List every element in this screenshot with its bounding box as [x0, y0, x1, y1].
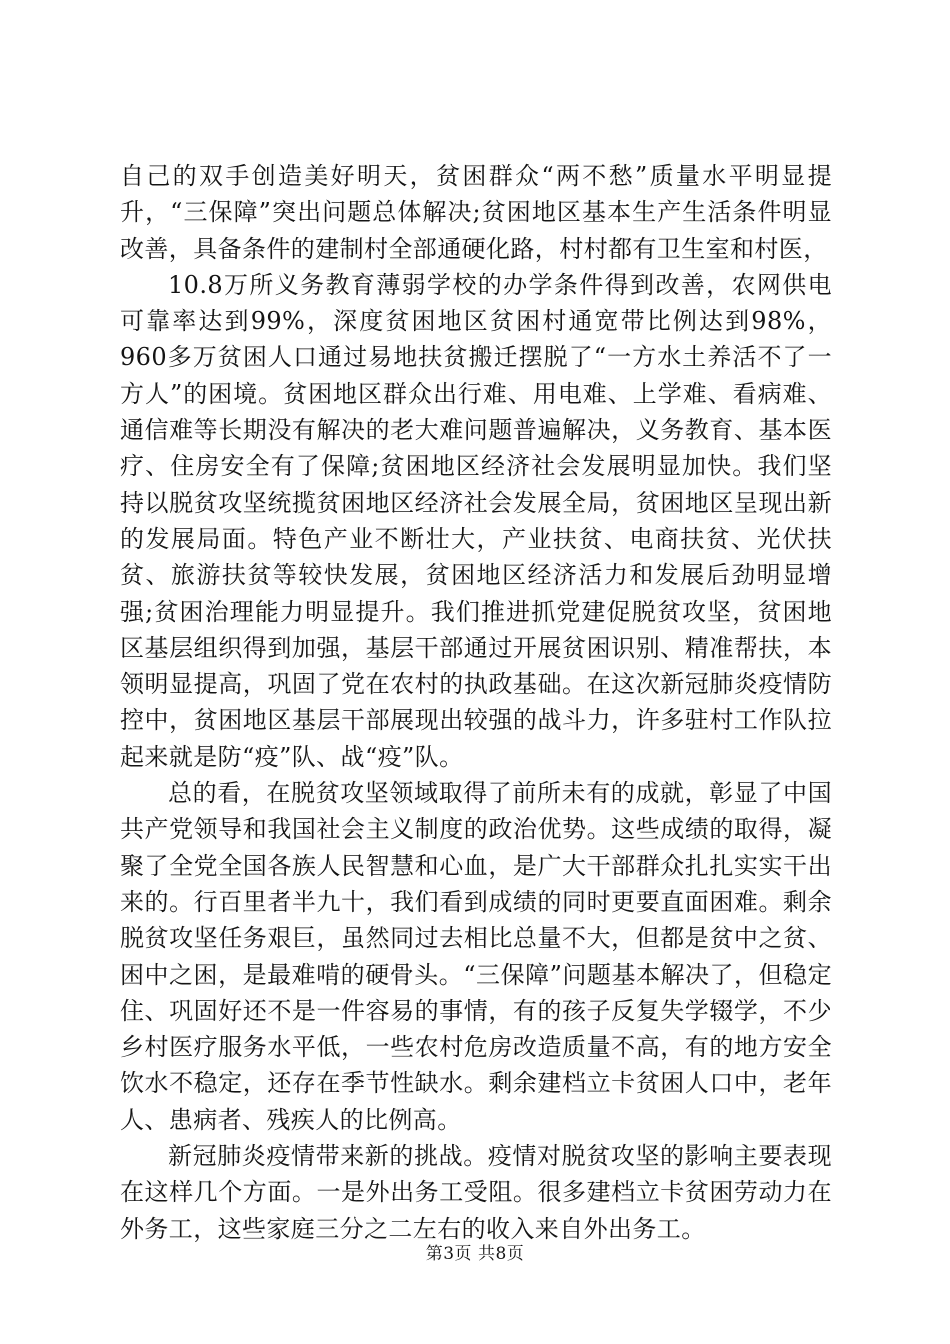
- paragraph-2: 10.8万所义务教育薄弱学校的办学条件得到改善，农网供电可靠率达到99%，深度贫困地区贫困村通宽带比例达到98%，960多万贫困人口通过易地扶贫搬迁摆脱了“一方水土养活不了一方人”的困境。贫困地区群众出行难、用电难、上学难、看病难、通信难等长期没有解决的老大难问题普遍解决，义务教育、基本医疗、住房安全有了保障;贫困地区经济社会发展明显加快。我们坚持以脱贫攻坚统揽贫困地区经济社会发展全局，贫困地区呈现出新的发展局面。特色产业不断壮大，产业扶贫、电商扶贫、光伏扶贫、旅游扶贫等较快发展，贫困地区经济活力和发展后劲明显增强;贫困治理能力明显提升。我们推进抓党建促脱贫攻坚，贫困地区基层组织得到加强，基层干部通过开展贫困识别、精准帮扶，本领明显提高，巩固了党在农村的执政基础。在这次新冠肺炎疫情防控中，贫困地区基层干部展现出较强的战斗力，许多驻村工作队拉起来就是防“疫”队、战“疫”队。: [120, 270, 832, 771]
- paragraph-1: 自己的双手创造美好明天，贫困群众“两不愁”质量水平明显提升，“三保障”突出问题总体解决;贫困地区基本生产生活条件明显改善，具备条件的建制村全部通硬化路，村村都有卫生室和村医，: [120, 162, 832, 263]
- page-number-footer: 第3页 共8页: [425, 1244, 525, 1264]
- paragraph-4: 新冠肺炎疫情带来新的挑战。疫情对脱贫攻坚的影响主要表现在这样几个方面。一是外出务工受阻。很多建档立卡贫困劳动力在外务工，这些家庭三分之二左右的收入来自外出务工。: [120, 1142, 832, 1243]
- paragraph-3: 总的看，在脱贫攻坚领域取得了前所未有的成就，彰显了中国共产党领导和我国社会主义制度的政治优势。这些成绩的取得，凝聚了全党全国各族人民智慧和心血，是广大干部群众扎扎实实干出来的。行百里者半九十，我们看到成绩的同时更要直面困难。剩余脱贫攻坚任务艰巨，虽然同过去相比总量不大，但都是贫中之贫、困中之困，是最难啃的硬骨头。“三保障”问题基本解决了，但稳定住、巩固好还不是一件容易的事情，有的孩子反复失学辍学，不少乡村医疗服务水平低，一些农村危房改造质量不高，有的地方安全饮水不稳定，还存在季节性缺水。剩余建档立卡贫困人口中，老年人、患病者、残疾人的比例高。: [120, 779, 832, 1134]
- document-body: [120, 158, 832, 1247]
